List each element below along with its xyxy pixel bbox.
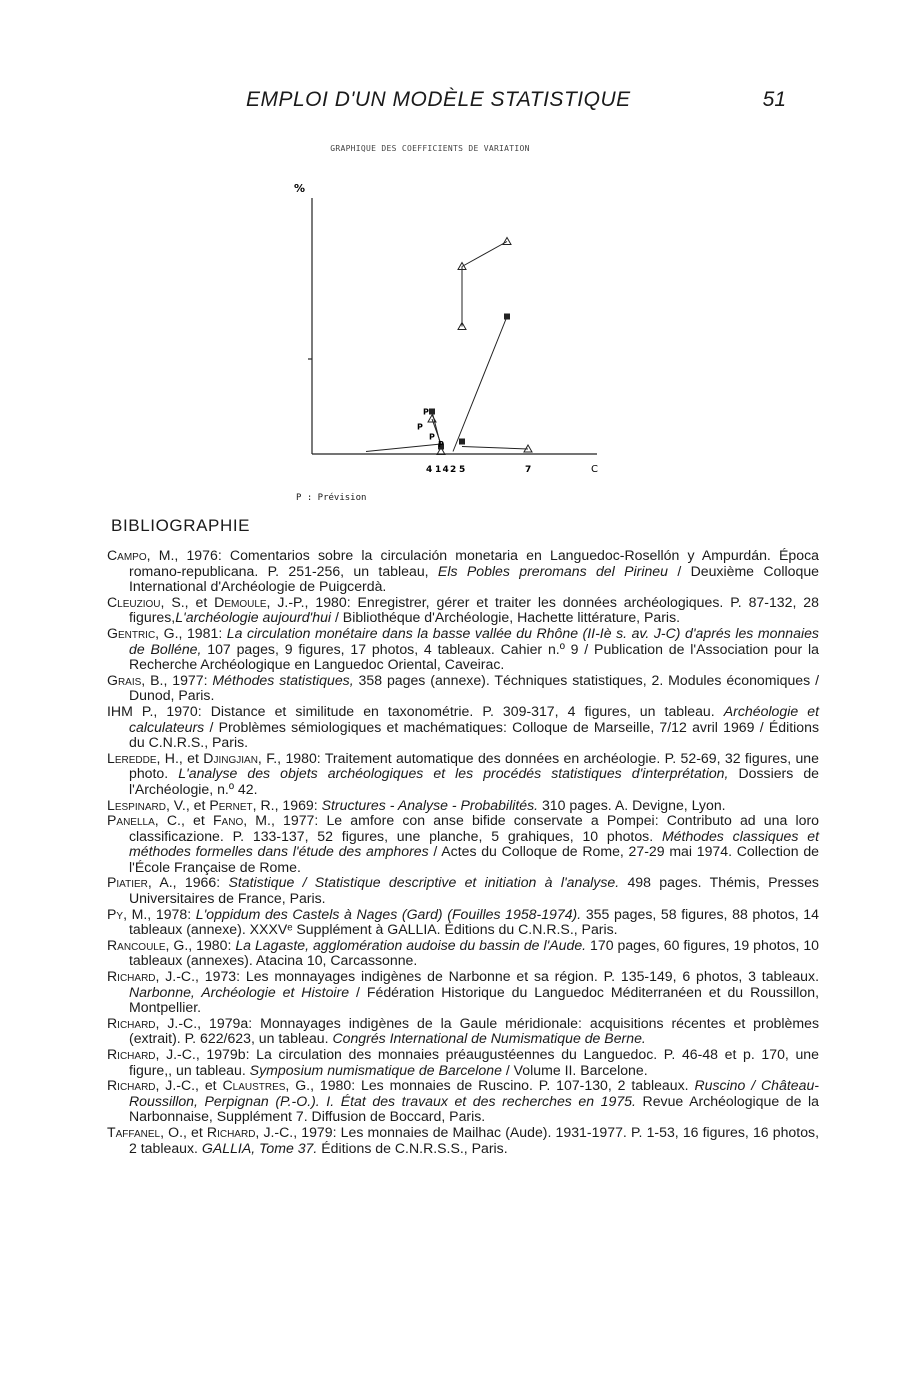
forecast-point: P: [417, 422, 423, 432]
reference-text: , 1978:: [147, 905, 196, 922]
reference-text: , 1980: Enregistrer, gérer et traiter les données archéologiques. P. 87-132, 28 figures,: [129, 593, 819, 626]
reference-author: Rancoule, G.: [107, 936, 189, 953]
reference-details: 107 pages, 9 figures, 17 photos, 4 tableaux. Cahier n.º 9 / Publication de l'Association pour la Recherche Archéologique en Languedoc Oriental, Caveirac.: [129, 640, 819, 673]
reference-title: La Lagaste, agglomération audoise du bassin de l'Aude.: [235, 936, 587, 953]
reference-details: Revue Archéologique de la Narbonnaise, Supplément 7. Diffusion de Boccard, Paris.: [129, 1092, 819, 1125]
reference-text: , et: [180, 812, 213, 829]
reference-details: 498 pages. Thémis, Presses Universitaires de France, Paris.: [129, 874, 819, 907]
reference-entry: [107, 673, 819, 704]
reference-list: [107, 548, 819, 1156]
x-tick-label: 7: [525, 465, 532, 475]
reference-text: , 1981:: [178, 624, 227, 641]
connector-line: [462, 447, 528, 450]
reference-entry: [107, 875, 819, 906]
reference-text: , et: [182, 1123, 207, 1140]
reference-author: IHM P.: [107, 702, 154, 719]
reference-title: Els Pobles preromans del Pirineu: [437, 562, 668, 579]
section-title: BIBLIOGRAPHIE: [111, 516, 251, 535]
reference-title: Ruscino / Château-Roussillon, Perpignan (P.-O.). I. État des travaux et des recherches en 1975.: [129, 1077, 819, 1109]
reference-details: / Volume II. Barcelone.: [501, 1061, 648, 1078]
reference-details: / Deuxième Colloque International d'Archéologie de Puigcerdà.: [129, 562, 819, 595]
reference-entry: [107, 626, 819, 673]
running-head: [246, 88, 786, 118]
reference-entry: [107, 548, 819, 595]
x-tick-label: 2: [450, 465, 457, 475]
reference-coauthor: Fano, M.: [212, 812, 271, 829]
reference-title: L'analyse des objets archéologiques et les procédés statistiques d'interprétation,: [178, 765, 729, 782]
reference-coauthor: Pernet, R.: [209, 796, 275, 813]
reference-text: , 1980: Les monnaies de Ruscino. P. 107-130, 2 tableaux.: [310, 1077, 695, 1094]
reference-entry: [107, 907, 819, 938]
reference-text: , 1966:: [172, 874, 229, 891]
reference-title: L'archéologie aujourd'hui: [175, 609, 332, 626]
reference-title: Méthodes statistiques,: [212, 671, 354, 688]
forecast-point: P: [429, 432, 435, 442]
reference-text: , et: [185, 796, 210, 813]
variation-coefficients-chart: [270, 168, 610, 483]
reference-author: Cleuziou, S.: [107, 593, 185, 610]
reference-entry: [107, 1047, 819, 1078]
chart-title: GRAPHIQUE DES COEFFICIENTS DE VARIATION: [330, 144, 530, 153]
reference-entry: [107, 938, 819, 969]
y-axis-label: %: [294, 182, 306, 195]
reference-entry: [107, 704, 819, 751]
square-point: [429, 409, 435, 415]
reference-text: , 1977: Le amfore con anse bifide conservate a Pompei: Contributo ad una loro classificazione. P. 133-137, 52 figures, une planche, 5 grahiques, 10 photos.: [129, 812, 819, 844]
reference-entry: [107, 751, 819, 798]
reference-entry: [107, 1125, 819, 1156]
reference-title: Archéologie et calculateurs: [129, 702, 819, 735]
reference-author: Gentric, G.: [107, 624, 179, 641]
reference-text: , 1979: Les monnaies de Mailhac (Aude). 1931-1977. P. 1-53, 16 figures, 16 photos, 2 tableaux.: [129, 1123, 819, 1156]
reference-title: Méthodes classiques et méthodes formelles dans l'étude des amphores: [129, 827, 819, 860]
reference-text: , 1976: Comentarios sobre la circulación monetaria en Languedoc-Rosellón y Ampurdán. Época romano-republicana. P. 251-256, un tableau,: [129, 547, 819, 579]
reference-text: , et: [184, 593, 215, 610]
reference-entry: [107, 595, 819, 626]
reference-author: Piatier, A.: [107, 874, 173, 891]
reference-title: Structures - Analyse - Probabilités.: [321, 796, 539, 813]
reference-details: / Bibliothéque d'Archéologie, Hachette littérature, Paris.: [331, 609, 681, 626]
reference-coauthor: Claustres, G.: [222, 1077, 311, 1094]
reference-details: 358 pages (annexe). Téchniques statistiques, 2. Modules économiques / Dunod, Paris.: [129, 671, 819, 704]
reference-author: Py, M.: [107, 905, 148, 922]
reference-text: , 1973: Les monnayages indigènes de Narbonne et sa région. P. 135-149, 6 photos, 3 tableaux.: [195, 968, 819, 985]
reference-text: , et: [195, 1077, 223, 1094]
reference-text: , 1979b: La circulation des monnaies préaugustéennes du Languedoc. P. 46-48 et p. 170, une figure,, un tableau.: [129, 1046, 819, 1078]
reference-details: / Problèmes sémiologiques et machématiques: Colloque de Marseille, 7/12 avril 1969 / Éditions du C.N.R.S., Paris.: [129, 718, 819, 751]
reference-author: Taffanel, O.: [107, 1123, 183, 1140]
reference-details: Dossiers de l'Archéologie, n.º 42.: [129, 765, 819, 797]
reference-text: , 1980:: [188, 936, 236, 953]
reference-title: L'oppidum des Castels à Nages (Gard) (Fouilles 1958-1974).: [195, 905, 582, 922]
reference-author: Panella, C.: [107, 812, 181, 829]
reference-details: / Actes du Colloque de Rome, 27-29 mai 1974. Collection de l'École Française de Rome.: [129, 843, 819, 875]
reference-text: , 1979a: Monnayages indigènes de la Gaule méridionale: acquisitions récentes et problèmes (extrait). P. 622/623, un tableau.: [129, 1014, 819, 1047]
reference-details: 170 pages, 60 figures, 19 photos, 10 tableaux (annexes). Atacina 10, Carcassonne.: [129, 936, 819, 969]
reference-entry: [107, 1078, 819, 1125]
reference-title: La circulation monétaire dans la basse vallée du Rhône (II-Iè s. av. J-C) d'aprés les monnaies de Bolléne,: [129, 624, 819, 657]
chart-legend: P : Prévision: [296, 493, 367, 503]
reference-author: Campo, M.: [107, 547, 175, 563]
forecast-point: P: [438, 440, 444, 449]
running-title: EMPLOI D'UN MODÈLE STATISTIQUE: [246, 88, 631, 111]
reference-author: Richard, J.-C.: [107, 1014, 198, 1031]
connector-line: [462, 242, 507, 267]
reference-text: , 1977:: [163, 671, 213, 688]
connector-line: [366, 444, 441, 452]
reference-title: Congrés International de Numismatique de Berne.: [332, 1030, 646, 1047]
reference-author: Grais, B.: [107, 671, 164, 688]
reference-details: / Fédération Historique du Languedoc Méditerranéen et du Roussillon, Montpellier.: [129, 983, 819, 1016]
reference-text: , 1970: Distance et similitude en taxonométrie. P. 309-317, 4 figures, un tableau.: [153, 702, 724, 719]
reference-text: , 1969:: [274, 796, 322, 813]
reference-author: Lespinard, V.: [107, 796, 186, 813]
reference-entry: [107, 813, 819, 875]
reference-coauthor: Richard, J.-C.: [206, 1123, 294, 1140]
reference-author: Richard, J.-C.: [107, 968, 196, 985]
reference-coauthor: Djingjian, F.: [203, 749, 278, 766]
x-tick-label: 4: [426, 465, 433, 475]
square-point: [459, 439, 465, 445]
reference-title: Narbonne, Archéologie et Histoire: [129, 983, 350, 1000]
forecast-point: P: [423, 407, 429, 417]
reference-author: Leredde, H.: [107, 749, 179, 766]
reference-text: , et: [178, 749, 204, 766]
reference-author: Richard, J.-C.: [107, 1046, 196, 1062]
reference-author: Richard, J.-C.: [107, 1077, 196, 1094]
reference-entry: [107, 1016, 819, 1047]
reference-coauthor: Demoule, J.-P.: [214, 593, 305, 610]
page-number: 51: [762, 88, 786, 111]
x-tick-label: 4: [442, 465, 449, 475]
square-point: [504, 314, 510, 320]
x-axis-label: C: [591, 464, 598, 475]
reference-text: , 1980: Traitement automatique des données en archéologie. P. 52-69, 32 figures, une photo.: [129, 749, 819, 782]
reference-entry: [107, 798, 819, 814]
reference-title: GALLIA, Tome 37.: [201, 1139, 318, 1156]
reference-entry: [107, 969, 819, 1016]
x-tick-label: 1: [435, 465, 442, 475]
reference-title: Symposium numismatique de Barcelone: [249, 1061, 502, 1078]
reference-title: Statistique / Statistique descriptive et initiation à l'analyse.: [228, 874, 620, 891]
reference-details: 310 pages. A. Devigne, Lyon.: [538, 796, 726, 813]
reference-details: 355 pages, 58 figures, 88 photos, 14 tableaux (annexe). XXXVᵉ Supplément à GALLIA. Éditions du C.N.R.S., Paris.: [129, 905, 819, 938]
x-tick-label: 5: [459, 465, 466, 475]
connector-line: [453, 317, 507, 452]
reference-details: Éditions de C.N.R.S.S., Paris.: [317, 1139, 508, 1156]
